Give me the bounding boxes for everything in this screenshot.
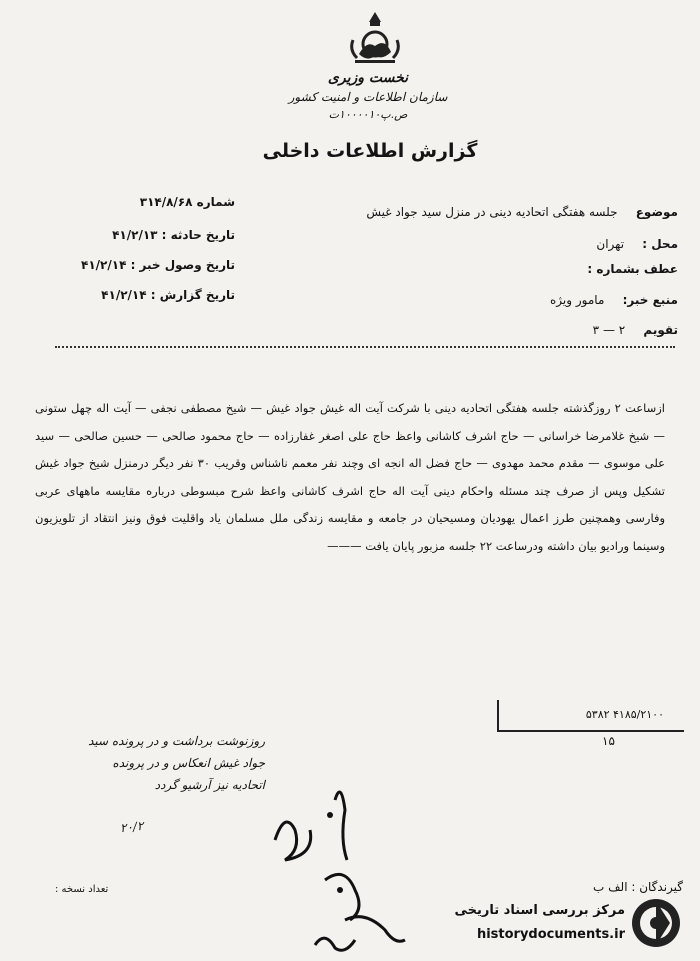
handwritten-signature-scribble [255,770,415,960]
report-date: تاریخ گزارش : ۴۱/۲/۱۴ [101,288,235,302]
lion-and-sun-emblem-icon [345,10,405,68]
ministry-name-line1: نخست وزیری [327,70,409,86]
received-date: تاریخ وصول خبر : ۴۱/۲/۱۴ [81,258,235,272]
event-date: تاریخ حادثه : ۴۱/۲/۱۳ [112,228,235,242]
archive-logo-icon [630,897,682,949]
evaluation-row [268,323,678,337]
attachments-value [573,262,587,276]
reference-number: ۱۵ [602,734,615,748]
place-label: محل : [642,237,678,251]
reference-text: ۴۱۸۵/۲۱۰۰ ۵۳۸۲ [585,708,664,721]
report-title: گزارش اطلاعات داخلی [262,140,478,162]
handwritten-date: ۲۰/۲ [119,818,145,836]
report-body: ازساعت ۲ روزگذشته جلسه هفتگی اتحادیه دینی با شرکت آیت اله غیش جواد غیش — شیخ مصطفی نجفی — آیت اله چهل ستونی — شیخ غلامرضا خراسانی — حاج اشرف کاشانی واعظ حاج علی اصغر غفارزاده — حاج محمود صالحی — حسین صالحی — سید علی موسوی — مقدم محمد مهدوی — حاج فضل اله انجه ای وچند نفر معمم ناشناس وقریب ۳۰ نفر دیگر درمنزل شیخ جواد غیش تشکیل وپس از صرف چند مسئله واحکام دینی آیت اله حاج اشرف کاشانی واعظ شرح مبسوطی درباره مقایسه ماههای عربی وفارسی وهمچنین طرز اعمال یهودیان ومسیحیان در جامعه و مقایسه زندگی ملل مسلمان یاد واقلیت فوق ونیز انتقاد از تلویزیون وسینما ورادیو بیان داشته ودرساعت ۲۲ جلسه مزبور پایان یافت ——— [35,401,665,553]
attachments-label: عطف بشماره : [587,262,678,276]
document-number: شماره ۳۱۴/۸/۶۸ [139,195,235,209]
ministry-name-line3: ص.پ۱۰۰۰۰۱۰ت [328,108,408,121]
handwritten-note: روزنوشت برداشت و در پرونده سید جواد غیش انعکاس و در پرونده اتحادیه نیز آرشیو گردد [88,734,265,792]
subject-value: جلسه هفتگی اتحادیه دینی در منزل سید جواد غیش [366,205,618,219]
source-value: مامور ویژه [550,293,605,307]
section-divider [55,346,675,348]
source-row [268,293,678,307]
watermark-url: historydocuments.ir [476,927,625,942]
reference-box [497,700,684,732]
copies-label: تعداد نسخه : [55,884,109,895]
source-label: منبع خبر: [622,293,678,307]
subject-label: موضوع [635,205,678,219]
subject-row [268,205,678,219]
receivers-label: گیرندگان : الف ب [593,880,683,894]
ministry-name-line2: سازمان اطلاعات و امنیت کشور [288,90,448,104]
watermark-name: مرکز بررسی اسناد تاریخی [454,903,625,918]
attachments-row [268,262,678,276]
evaluation-label: تقویم [643,323,678,337]
evaluation-value: ۲ — ۳ [592,323,626,337]
place-row [268,237,678,251]
place-value: تهران [596,237,625,251]
